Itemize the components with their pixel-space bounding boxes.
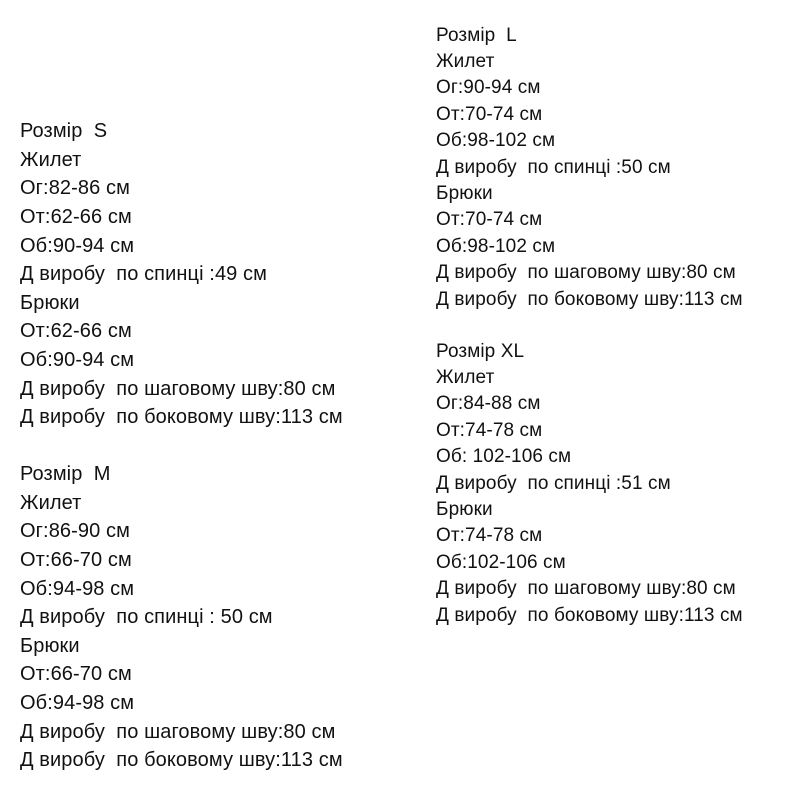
hips-measure: Об:90-94 см	[20, 234, 135, 257]
side-seam-length: Д виробу по боковому шву:113 см	[20, 749, 343, 772]
trousers-hips-measure: Об:90-94 см	[20, 349, 135, 372]
chest-measure: Ог:90-94 см	[436, 77, 541, 99]
size-xl-block	[436, 338, 743, 628]
size-l-block	[436, 22, 743, 312]
trousers-hips-measure: Об:94-98 см	[20, 692, 135, 715]
vest-back-length: Д виробу по спинці :49 см	[20, 263, 267, 286]
vest-back-length: Д виробу по спинці :50 см	[436, 156, 671, 178]
vest-back-length: Д виробу по спинці : 50 см	[20, 606, 273, 629]
vest-back-length: Д виробу по спинці :51 см	[436, 472, 671, 494]
hips-measure: Об:94-98 см	[20, 577, 135, 600]
trousers-waist-measure: От:74-78 см	[436, 525, 543, 547]
inseam-length: Д виробу по шаговому шву:80 см	[20, 720, 336, 743]
chest-measure: Ог:84-88 см	[436, 393, 541, 415]
inseam-length: Д виробу по шаговому шву:80 см	[20, 377, 336, 400]
side-seam-length: Д виробу по боковому шву:113 см	[436, 288, 743, 310]
vest-label: Жилет	[20, 148, 82, 171]
size-l-heading: Розмір L	[436, 24, 517, 46]
size-m-block	[20, 460, 343, 775]
trousers-label: Брюки	[20, 634, 80, 657]
inseam-length: Д виробу по шаговому шву:80 см	[436, 578, 736, 600]
side-seam-length: Д виробу по боковому шву:113 см	[20, 406, 343, 429]
trousers-label: Брюки	[436, 183, 493, 205]
trousers-waist-measure: От:66-70 см	[20, 663, 132, 686]
waist-measure: От:74-78 см	[436, 419, 543, 441]
trousers-label: Брюки	[20, 291, 80, 314]
hips-measure: Об: 102-106 см	[436, 446, 572, 468]
chest-measure: Ог:82-86 см	[20, 177, 130, 200]
vest-label: Жилет	[20, 491, 82, 514]
trousers-waist-measure: От:62-66 см	[20, 320, 132, 343]
trousers-label: Брюки	[436, 499, 493, 521]
trousers-waist-measure: От:70-74 см	[436, 209, 543, 231]
trousers-hips-measure: Об:98-102 см	[436, 235, 556, 257]
waist-measure: От:66-70 см	[20, 549, 132, 572]
hips-measure: Об:98-102 см	[436, 130, 556, 152]
size-s-heading: Розмір S	[20, 120, 108, 143]
size-s-block	[20, 117, 343, 432]
chest-measure: Ог:86-90 см	[20, 520, 130, 543]
size-m-heading: Розмір M	[20, 463, 111, 486]
waist-measure: От:70-74 см	[436, 103, 543, 125]
size-xl-heading: Розмір XL	[436, 340, 525, 362]
vest-label: Жилет	[436, 51, 495, 73]
trousers-hips-measure: Об:102-106 см	[436, 551, 566, 573]
inseam-length: Д виробу по шаговому шву:80 см	[436, 262, 736, 284]
waist-measure: От:62-66 см	[20, 206, 132, 229]
side-seam-length: Д виробу по боковому шву:113 см	[436, 604, 743, 626]
vest-label: Жилет	[436, 367, 495, 389]
